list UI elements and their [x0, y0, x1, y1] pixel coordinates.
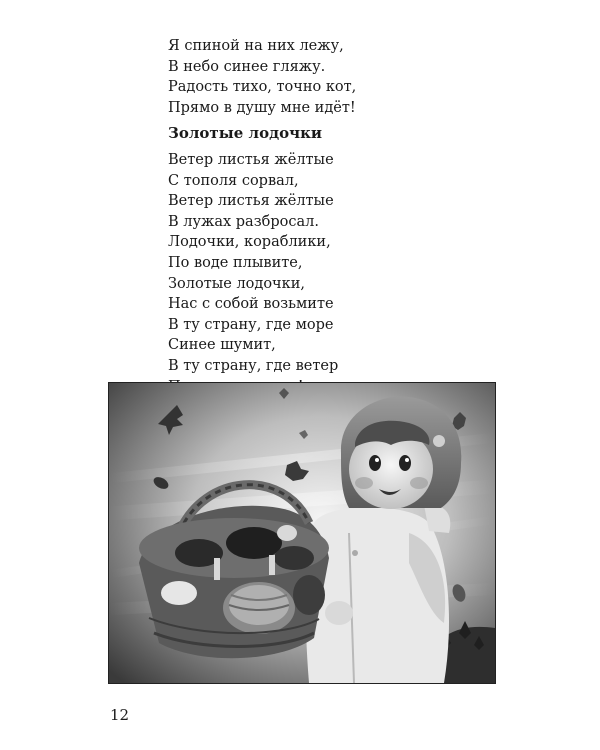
poem-line: Нас с собой возьмите: [168, 296, 334, 313]
poem-line: Я спиной на них лежу,: [168, 38, 344, 54]
poem-line: С тополя сорвал,: [168, 172, 299, 189]
page-number: 12: [110, 706, 130, 724]
poem-2-stanza: [168, 150, 338, 397]
poem-line: Золотые лодочки,: [168, 275, 305, 292]
poem-line: В ту страну, где море: [168, 316, 334, 333]
poem-title: Золотые лодочки: [168, 124, 323, 142]
poem-line: В небо синее гляжу.: [168, 58, 326, 75]
poem-line: Ветер листья жёлтые: [168, 152, 334, 168]
poem-line: Синее шумит,: [168, 337, 276, 354]
poem-line: По воде плывите,: [168, 254, 303, 271]
poem-line: Ветер листья жёлтые: [168, 193, 334, 210]
child-with-mushroom-basket-illustration: [108, 382, 496, 684]
poem-1-stanza: [168, 36, 356, 118]
poem-line: Лодочки, кораблики,: [168, 234, 331, 251]
poem-line: В ту страну, где ветер: [168, 357, 339, 374]
poem-line: Радость тихо, точно кот,: [168, 79, 357, 96]
illustration-art: [109, 383, 495, 683]
poem-line: В лужах разбросал.: [168, 213, 319, 230]
poem-line: Прямо в душу мне идёт!: [168, 99, 356, 116]
